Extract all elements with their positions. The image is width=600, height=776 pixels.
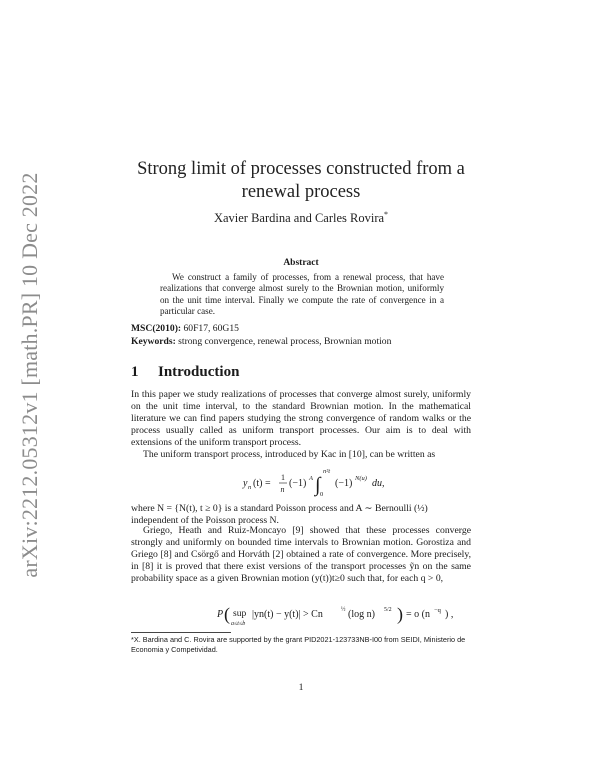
footnote-rule	[131, 632, 231, 633]
page-number: 1	[298, 682, 304, 693]
title-line-1: Strong limit of processes constructed from a	[137, 159, 465, 179]
eq2-paren-open: (	[224, 604, 230, 624]
eq2-exp-2: 5/2	[384, 607, 392, 613]
eq1-sup-a: A	[309, 475, 313, 482]
eq1-frac-den: n	[280, 485, 285, 494]
arxiv-stamp	[8, 170, 52, 580]
eq2-rhs-exp: −q	[434, 607, 441, 614]
eq1-integral-sign: ∫	[315, 474, 321, 496]
footnote: *X. Bardina and C. Rovira are supported by the grant PID2021-123733NB-I00 from SEIDI, Ministerio de Economia y Competividad.	[131, 635, 466, 654]
eq1-du: du,	[372, 478, 385, 489]
eq1-arg: (t) =	[253, 478, 271, 489]
keywords-value: strong convergence, renewal process, Brownian motion	[175, 335, 392, 347]
eq1-upper-limit: n²t	[323, 468, 331, 475]
eq2-exp-1: ½	[341, 607, 346, 613]
intro-paragraph-2: The uniform transport process, introduced by Kac in [10], can be written as	[143, 449, 436, 460]
paper-title	[131, 158, 471, 204]
eq2-sup-range: a≤t≤b	[231, 621, 246, 627]
keywords-line	[131, 336, 471, 349]
intro-paragraph-3	[131, 503, 471, 527]
eq1-lower-limit: 0	[320, 491, 324, 498]
eq2-paren-close: )	[397, 604, 403, 624]
eq1-sign: (−1)	[289, 478, 307, 489]
authors	[131, 210, 471, 226]
intro-paragraph-4: Griego, Heath and Ruiz-Moncayo [9] showed that these processes converge strongly and uniformly on bounded time intervals to Brownian motion. Gorostiza and Griego [8] and Csörgő and Horváth [2] obtained a rate of convergence. More precisely, in [8] it is proved that there exist versions of the transport processes ỹn on the same probability space as a given Brownian motion (y(t))t≥0 such that, for each q > 0,	[131, 525, 471, 585]
eq1-frac-num: 1	[281, 473, 285, 482]
msc-label: MSC(2010):	[131, 323, 182, 334]
eq2-body: |yn(t) − y(t)| > Cn	[252, 609, 323, 620]
eq1-integrand: (−1)	[335, 478, 353, 489]
abstract-text: We construct a family of processes, from a renewal process, that have realizations that converge almost surely to the Brownian motion, uniformly on the unit time interval. Finally we compute the rate of convergence in a particular case.	[160, 272, 444, 316]
msc-line	[131, 323, 471, 336]
eq1-sub-n: n	[248, 484, 252, 491]
equation-transport-process	[131, 466, 471, 498]
eq1-lhs: y	[243, 478, 248, 489]
section-number: 1	[131, 364, 139, 380]
author-footnote-mark: *	[384, 210, 389, 219]
eq2-sup: sup	[233, 609, 247, 619]
msc-value: 60F17, 60G15	[181, 323, 239, 334]
eq2-rhs: = o (n	[406, 609, 430, 620]
abstract-heading: Abstract	[283, 258, 319, 268]
eq2-log: (log n)	[348, 609, 375, 620]
section-title: Introduction	[158, 364, 240, 380]
keywords-label: Keywords:	[131, 335, 176, 347]
author-names: Xavier Bardina and Carles Rovira	[213, 211, 385, 226]
para3-line-1: where N = {N(t), t ≥ 0} is a standard Poisson process and A ∼ Bernoulli (½)	[131, 503, 428, 514]
equation-rate-of-convergence	[131, 604, 471, 630]
eq2-p: P	[217, 609, 224, 620]
arxiv-stamp-text: arXiv:2212.05312v1 [math.PR] 10 Dec 2022	[17, 172, 42, 578]
eq1-sup-n: N(u)	[355, 475, 367, 482]
section-heading	[131, 364, 471, 381]
eq2-end: ) ,	[445, 609, 454, 620]
title-line-2: renewal process	[241, 182, 361, 202]
para3-line-2: independent of the Poisson process N.	[131, 515, 279, 527]
classification-block	[131, 323, 471, 348]
intro-paragraph-1: In this paper we study realizations of processes that converge almost surely, uniformly on the unit time interval, to the standard Brownian motion. In the mathematical literature we can find papers studying the strong convergence of random walks or the process usually called as uniform transport processes. Our aim is to deal with extensions of the uniform transport process.	[131, 389, 471, 449]
